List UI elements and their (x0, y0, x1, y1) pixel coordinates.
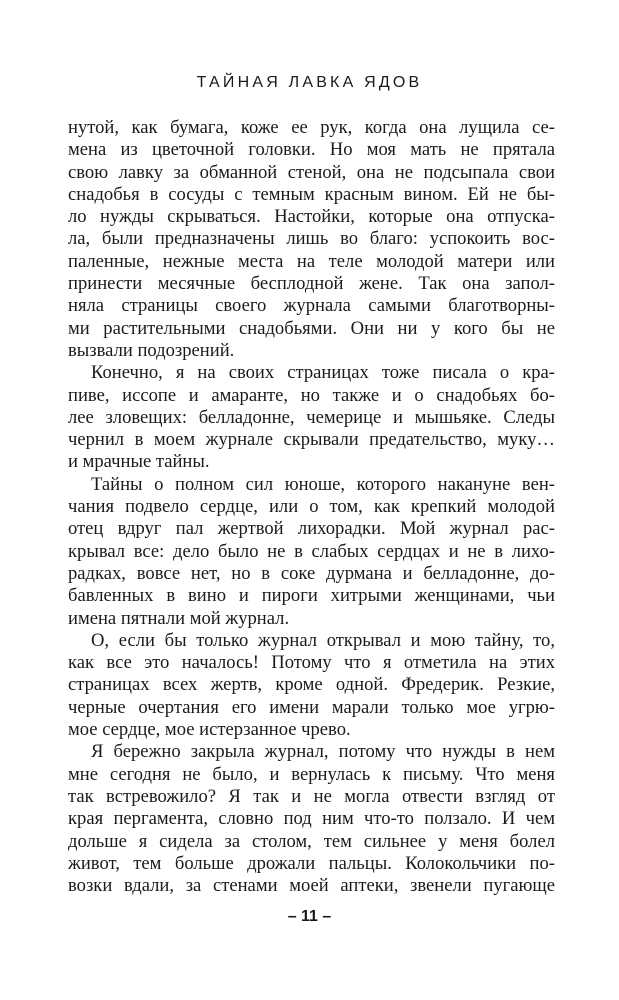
text-line: края пергамента, словно под ним что-то ползало. И чем (68, 808, 555, 830)
text-line: живот, тем больше дрожали пальцы. Колокольчики по- (68, 852, 555, 874)
text-line: пиве, иссопе и амаранте, но также и о снадобьях бо- (68, 384, 555, 406)
page-number: – 11 – (287, 908, 332, 925)
text-line: крывал все: дело было не в слабых сердцах и не в лихо- (68, 540, 555, 562)
text-line: О, если бы только журнал открывал и мою тайну, то, (91, 629, 555, 651)
text-line: няла страницы своего журнала самыми благотворны- (68, 295, 555, 317)
text-line: так встревожило? Я так и не могла отвести взгляд от (68, 785, 555, 807)
text-line: мне сегодня не было, и вернулась к письму. Что меня (68, 763, 555, 785)
text-line: снадобья в сосуды с темным красным вином. Ей не бы- (68, 183, 555, 205)
text-line: дольше я сидела за столом, тем сильнее у меня болел (68, 830, 555, 852)
text-line: свою лавку за обманной стеной, она не подсыпала свои (68, 161, 555, 183)
running-header: ТАЙНАЯ ЛАВКА ЯДОВ (196, 74, 423, 91)
text-line: принести месячные бесплодной жене. Так она запол- (68, 273, 555, 295)
text-line: Я бережно закрыла журнал, потому что нужды в нем (91, 741, 555, 763)
text-line: черные очертания его имени марали только мое угрю- (68, 696, 555, 718)
text-line: ла, были предназначены лишь во благо: успокоить вос- (68, 228, 555, 250)
text-line: отец вдруг пал жертвой лихорадки. Мой журнал рас- (68, 518, 555, 540)
text-line: бавленных в вино и пироги хитрыми женщинами, чьи (68, 585, 555, 607)
text-line: как все это началось! Потому что я отметила на этих (68, 652, 555, 674)
text-line: мое сердце, мое истерзанное чрево. (68, 719, 351, 741)
text-line: нутой, как бумага, коже ее рук, когда она лущила се- (68, 117, 555, 138)
text-line: возки вдали, за стенами моей аптеки, звенели пугающе (68, 875, 555, 897)
text-line: ло нужды скрываться. Настойки, которые она отпуска- (68, 206, 555, 228)
text-line: и мрачные тайны. (68, 451, 210, 473)
text-line: мена из цветочной головки. Но моя мать не прятала (68, 139, 555, 161)
text-line: чернил в моем журнале скрывали предательство, муку… (68, 429, 555, 451)
text-line: вызвали подозрений. (68, 339, 235, 361)
text-line: страницах всех жертв, кроме одной. Фредерик. Резкие, (68, 674, 555, 696)
text-line: Конечно, я на своих страницах тоже писала о кра- (91, 362, 555, 384)
text-line: Тайны о полном сил юноше, которого накануне вен- (91, 473, 555, 495)
text-line: лее зловещих: белладонне, чемерице и мышьяке. Следы (68, 406, 555, 428)
text-line: радках, вовсе нет, но в соке дурмана и белладонне, до- (68, 562, 555, 584)
text-line: ми растительными снадобьями. Они ни у кого бы не (68, 317, 555, 339)
text-line: чания подвело сердце, или о том, как крепкий молодой (68, 496, 555, 518)
text-line: паленные, нежные места на теле молодой матери или (68, 250, 555, 272)
body-text (68, 117, 555, 897)
text-line: имена пятнали мой журнал. (68, 607, 290, 629)
